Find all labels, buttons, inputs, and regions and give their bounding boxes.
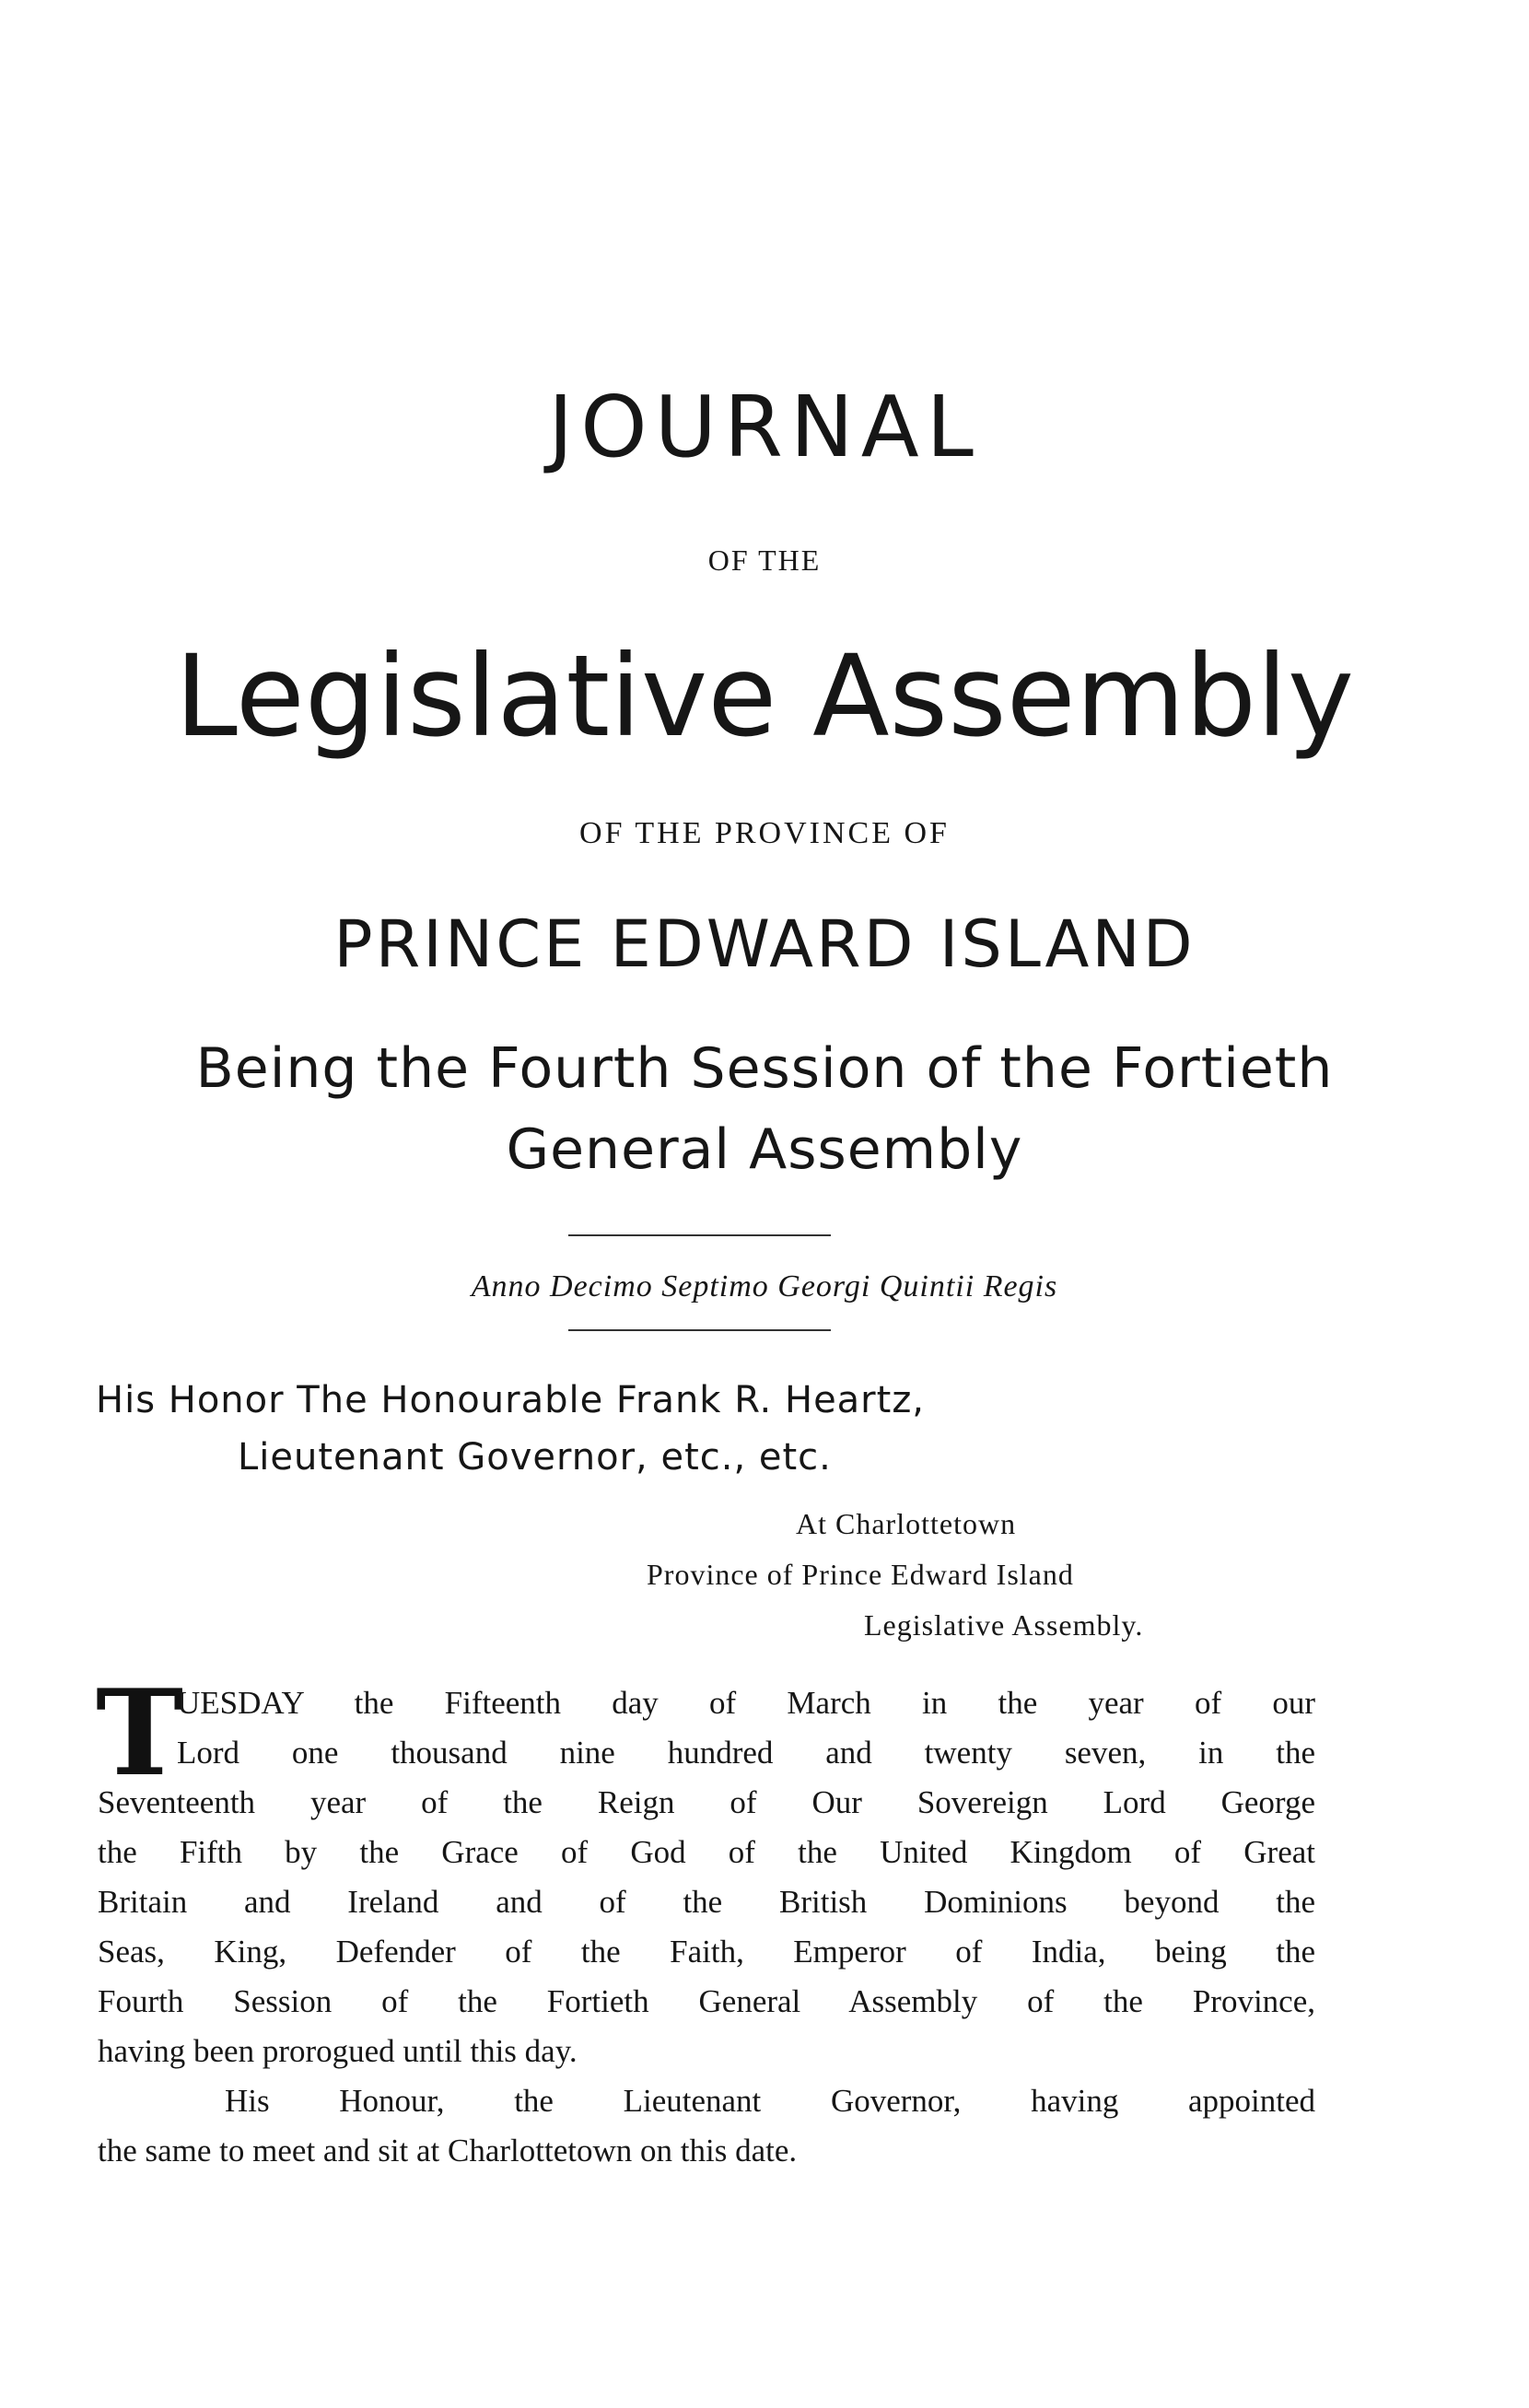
session-subtitle-line-1: Being the Fourth Session of the Fortieth xyxy=(195,1036,1334,1101)
address-line-2: Province of Prince Edward Island xyxy=(647,1558,1074,1591)
paragraph-line: the Fifth by the Grace of God of the United Kingdom of Great xyxy=(98,1834,1315,1870)
paragraph-2-body xyxy=(98,2076,1315,2176)
paragraph-line: Seas, King, Defender of the Faith, Emperor of India, being the xyxy=(98,1934,1315,1970)
address-line-1: At Charlottetown xyxy=(796,1507,1017,1540)
lieutenant-governor-name: His Honor The Honourable Frank R. Heartz, xyxy=(96,1379,926,1421)
paragraph-1-opening xyxy=(177,1678,1315,1778)
divider-rule-top xyxy=(568,1234,831,1236)
paragraph-line: the same to meet and sit at Charlottetown on this date. xyxy=(98,2133,798,2168)
paragraph-line: UESDAY the Fifteenth day of March in the year of our xyxy=(177,1685,1315,1721)
address-line-3: Legislative Assembly. xyxy=(864,1608,1144,1642)
regnal-year-line: Anno Decimo Septimo Georgi Quintii Regis xyxy=(471,1269,1058,1303)
paragraph-line: Britain and Ireland and of the British Dominions beyond the xyxy=(98,1884,1315,1920)
journal-title: JOURNAL xyxy=(548,378,981,476)
paragraph-line: having been prorogued until this day. xyxy=(98,2033,578,2069)
paragraph-line: Lord one thousand nine hundred and twenty seven, in the xyxy=(177,1735,1315,1771)
legislative-assembly-title: Legislative Assembly xyxy=(174,631,1355,762)
session-subtitle-line-2: General Assembly xyxy=(506,1117,1023,1182)
paragraph-line: Fourth Session of the Fortieth General Assembly of the Province, xyxy=(98,1983,1315,2019)
paragraph-line: Seventeenth year of the Reign of Our Sovereign Lord George xyxy=(98,1784,1315,1820)
lieutenant-governor-title: Lieutenant Governor, etc., etc. xyxy=(238,1436,832,1479)
divider-rule-bottom xyxy=(568,1329,831,1331)
province-title: PRINCE EDWARD ISLAND xyxy=(333,906,1196,982)
paragraph-1-body xyxy=(98,1778,1315,2076)
drop-cap-letter: T xyxy=(96,1665,184,1803)
paragraph-line: His Honour, the Lieutenant Governor, having appointed xyxy=(225,2083,1315,2119)
of-the-province-label: OF THE PROVINCE OF xyxy=(579,816,950,850)
of-the-label: OF THE xyxy=(707,544,822,577)
